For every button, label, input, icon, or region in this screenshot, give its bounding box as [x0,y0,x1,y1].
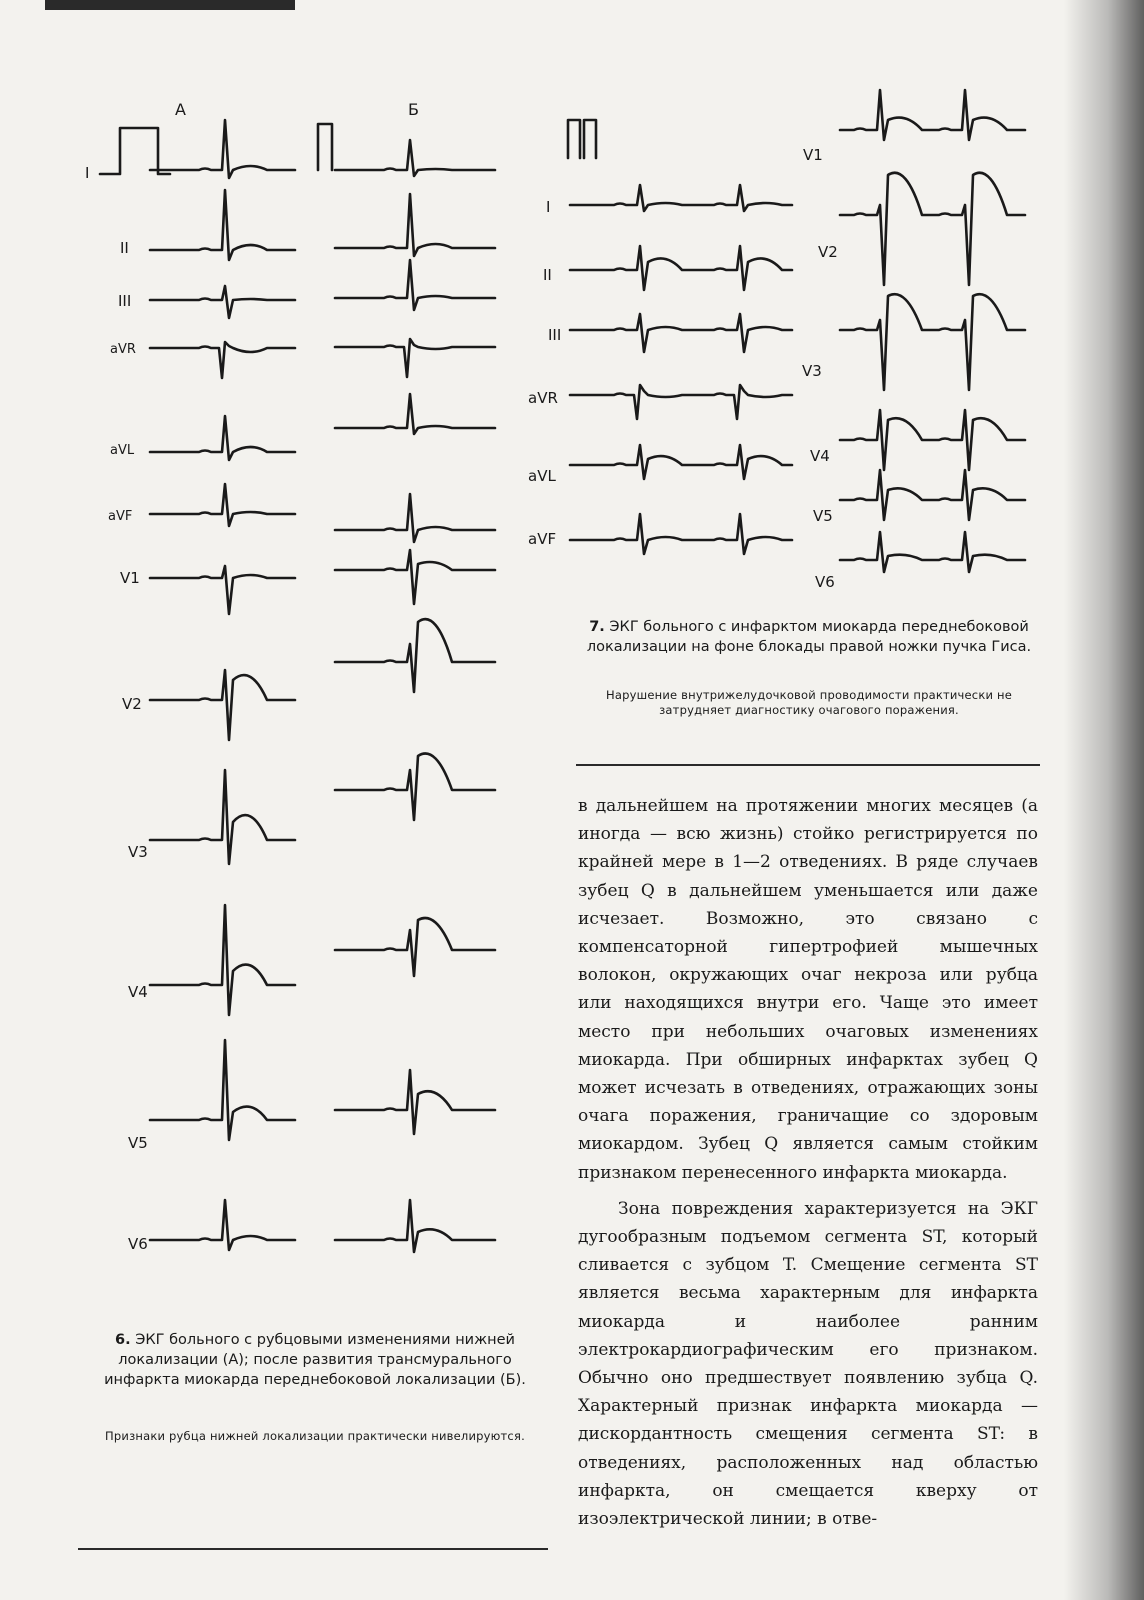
fig6-calibration-pulse-b [318,124,332,170]
fig7-limb-trace [570,514,792,554]
fig7-lead-label: III [548,326,562,344]
fig6-b-lead-trace [335,140,495,176]
fig7-lead-label: I [546,198,551,216]
fig7-lead-label: V3 [802,362,822,380]
fig6-lead-label: V2 [122,695,142,713]
fig6-a-lead-trace [150,416,295,460]
fig7-lead-label: V1 [803,146,823,164]
fig6-lead-label: aVF [108,509,133,524]
fig7-limb-trace [570,385,792,419]
fig6-b-lead-trace [335,918,495,976]
fig6-bottom-rule [78,1548,548,1550]
fig6-a-lead-trace [150,770,295,864]
fig7-lead-label: V4 [810,447,830,465]
fig7-chest-trace [840,532,1025,572]
fig6-b-lead-trace [335,1070,495,1134]
fig7-chest-trace [840,470,1025,520]
fig6-column-b-label: Б [408,100,419,119]
fig6-a-lead-trace [150,286,295,318]
fig7-chest-trace [840,173,1025,285]
fig6-b-lead-trace [335,754,495,820]
fig6-lead-label: I [85,164,90,182]
fig7-bottom-rule [576,764,1040,766]
fig6-b-lead-trace [335,339,495,377]
fig6-b-lead-trace [335,394,495,434]
fig6-a-lead-trace [150,905,295,1015]
fig7-lead-label: V5 [813,507,833,525]
fig6-b-lead-trace [335,1200,495,1252]
fig6-a-lead-trace [150,670,295,740]
fig6-b-lead-trace [335,550,495,604]
fig7-lead-label: aVL [528,467,556,485]
fig6-calibration-pulse-a [100,128,170,174]
fig6-a-lead-trace [150,484,295,526]
fig6-b-lead-trace [335,619,495,692]
fig7-caption-number: 7. [589,619,605,635]
body-text [578,792,1038,1533]
fig6-lead-label: aVR [110,342,136,357]
fig7-lead-label: aVR [528,389,558,407]
fig6-lead-label: V6 [128,1235,148,1253]
fig7-lead-label: V2 [818,243,838,261]
fig7-caption [578,617,1040,657]
fig7-chest-trace [840,294,1025,390]
fig7-limb-trace [570,314,792,352]
fig6-caption-number: 6. [115,1332,131,1348]
fig7-note: Нарушение внутрижелудочковой проводимости практически не затрудняет диагностику очагового поражения. [606,688,1012,717]
fig6-lead-label: III [118,292,132,310]
fig6-lead-label: V3 [128,843,148,861]
fig7-limb-trace [570,445,792,479]
fig6-a-lead-trace [150,1040,295,1140]
fig7-calibration-pulses [568,120,596,158]
fig6-caption [80,1330,550,1390]
fig7-chest-trace [840,410,1025,470]
body-paragraph-2: Зона повреждения характеризуется на ЭКГ дугообразным подъемом сегмента ST, который сливается с зубцом T. Смещение сегмента ST является весьма характерным для инфаркта миокарда и наиболее ранним электрокардиографическим его признаком. Обычно оно предшествует появлению зубца Q. Характерный признак инфаркта миокарда — дискордантность смещения сегмента ST: в отведениях, расположенных над областью инфаркта, он смещается кверху от изоэлектрической линии; в отве- [578,1198,1038,1530]
fig7-limb-trace [570,185,792,211]
fig6-a-lead-trace [150,342,295,378]
fig6-a-lead-trace [150,120,295,178]
fig7-chest-trace [840,90,1025,140]
fig6-b-lead-trace [335,260,495,310]
fig7-lead-label: V6 [815,573,835,591]
fig6-a-lead-trace [150,190,295,260]
fig6-caption-text: ЭКГ больного с рубцовыми изменениями нижней локализации (А); после развития трансмурального инфаркта миокарда переднебоковой локализации (Б). [104,1332,526,1388]
body-paragraph-1: в дальнейшем на протяжении многих месяцев (а иногда — всю жизнь) стойко регистрируется по крайней мере в 1—2 отведениях. В ряде случаев зубец Q в дальнейшем уменьшается или даже исчезает. Возможно, это связано с компенсаторной гипертрофией мышечных волокон, окружающих очаг некроза или рубца или находящихся внутри его. Чаще это имеет место при небольших очаговых изменениях миокарда. При обширных инфарктах зубец Q может исчезать в отведениях, отражающих зоны очага поражения, граничащие со здоровым миокардом. Зубец Q является самым стойким признаком перенесенного инфаркта миокарда. [578,796,1038,1183]
fig6-lead-label: V1 [120,569,140,587]
fig7-limb-trace [570,246,792,290]
fig6-b-lead-trace [335,194,495,256]
fig6-note: Признаки рубца нижней локализации практически нивелируются. [105,1429,525,1443]
fig6-a-lead-trace [150,1200,295,1250]
fig6-column-a-label: А [175,100,186,119]
fig7-caption-text: ЭКГ больного с инфарктом миокарда переднебоковой локализации на фоне блокады правой ножки пучка Гиса. [586,619,1032,655]
page-gutter-shadow [1064,0,1144,1600]
fig6-b-lead-trace [335,494,495,542]
fig6-lead-label: V5 [128,1134,148,1152]
fig6-lead-label: II [120,239,129,257]
fig7-lead-label: aVF [528,530,557,548]
fig7-lead-label: II [543,266,552,284]
fig6-lead-label: aVL [110,443,135,458]
fig6-lead-label: V4 [128,983,148,1001]
fig6-a-lead-trace [150,566,295,614]
